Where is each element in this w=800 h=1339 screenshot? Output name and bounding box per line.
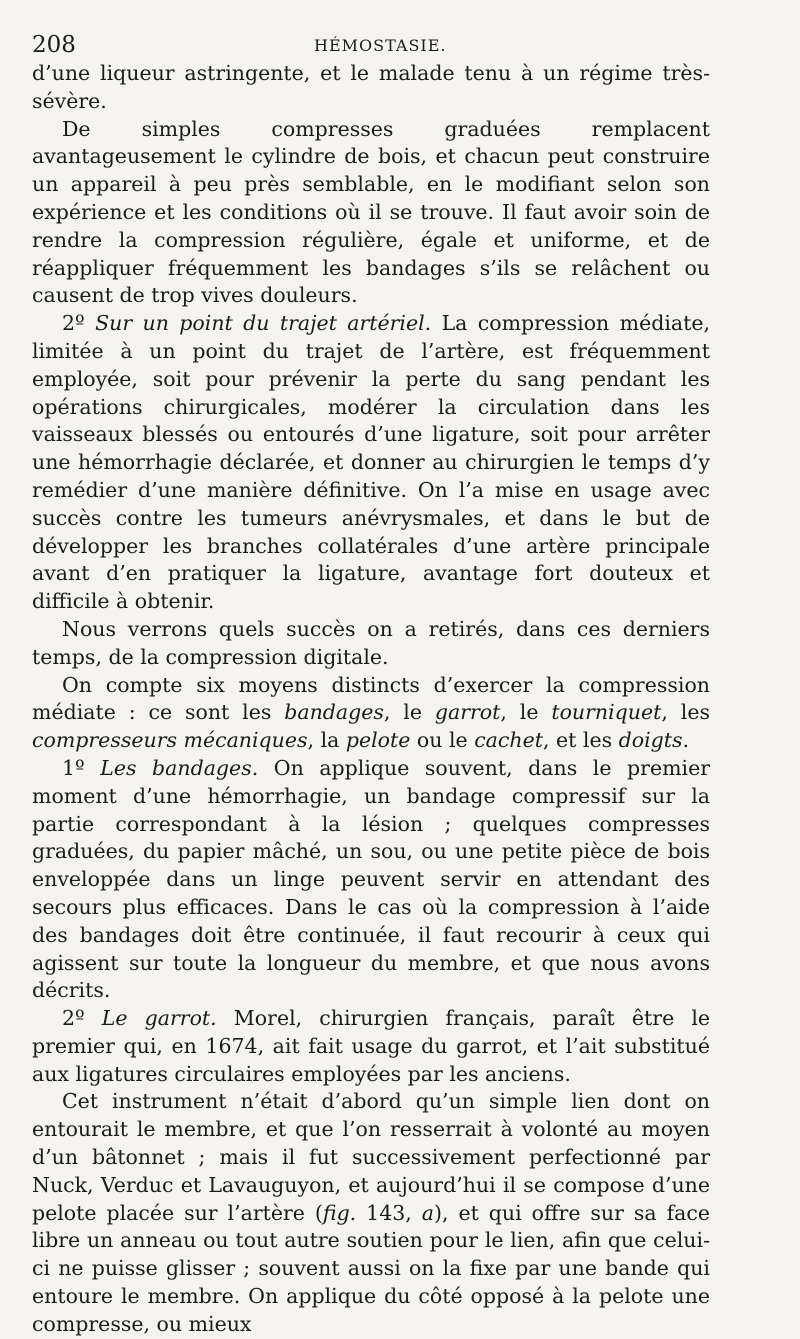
paragraph-6 [32,755,710,1005]
paragraph-text: La compression médiate, limitée à un point du trajet de l’artère, est fréquemment employée, soit pour prévenir la perte du sang pendant les opérations chirurgicales, modérer la circulation dans les vaisseaux blessés ou entourés d’une ligature, soit pour arrêter une hémorrhagie déclarée, et donner au chirurgien le temps d’y remédier d’une manière définitive. On l’a mise en usage avec succès contre les tumeurs anévrysmales, et dans le but de développer les branches collatérales d’une artère principale avant d’en pratiquer la ligature, avantage fort douteux et difficile à obtenir. [32,311,710,614]
paragraph-7 [32,1005,710,1088]
paragraph-5 [32,672,710,755]
section-number: 1º [62,755,101,780]
section-heading: Les bandages. [100,755,259,780]
italic-term: compresseurs mécaniques [32,728,308,753]
figure-label: a [421,1200,434,1225]
figure-reference: fig. [322,1200,357,1225]
paragraph-2: De simples compresses graduées remplacent avantageusement le cylindre de bois, et chacun peut construire un appareil à peu près semblable, en le modifiant selon son expérience et les conditions où il se trouve. Il faut avoir soin de rendre la compression régulière, égale et uniforme, et de réappliquer fréquemment les bandages s’ils se relâchent ou causent de trop vives douleurs. [32,116,710,308]
section-heading: Sur un point du trajet artériel. [95,311,432,336]
page-number: 208 [32,32,76,58]
italic-term: tourniquet [551,700,662,725]
text-span: . [682,728,690,753]
italic-term: doigts [618,728,683,753]
body-text [32,60,710,1339]
italic-term: cachet [474,728,543,753]
text-span: ou le [410,728,475,753]
section-heading: Le garrot. [101,1006,217,1031]
paragraph-4: Nous verrons quels succès on a retirés, dans ces derniers temps, de la compression digitale. [32,616,710,669]
text-span: , le [500,700,552,725]
text-span: ), et qui offre sur sa face libre un anneau ou tout autre soutien pour le lien, afin que celui-ci ne puisse glisser ; souvent aussi on la fixe par une bande qui entoure le membre. On applique du côté opposé à la pelote une compresse, ou mieux [32,1200,710,1336]
paragraph-8 [32,1088,710,1338]
text-span: , et les [542,728,619,753]
italic-term: pelote [345,728,411,753]
section-number: 2º [62,1006,102,1031]
italic-term: bandages [284,700,384,725]
italic-term: garrot [434,700,501,725]
text-span: 143, [356,1200,422,1225]
paragraph-3 [32,310,710,616]
paragraph-text: Morel, chirurgien français, paraît être le premier qui, en 1674, ait fait usage du garrot, et l’ait substitué aux ligatures circulaires employées par les anciens. [32,1006,711,1086]
text-span: , les [661,700,710,725]
section-number: 2º [62,311,96,336]
page-header [32,26,710,60]
paragraph-text: On applique souvent, dans le premier moment d’une hémorrhagie, un bandage compressif sur la partie correspondant à la lésion ; quelques compresses graduées, du papier mâché, un sou, ou une petite pièce de bois enveloppée dans un linge peuvent servir en attendant des secours plus efficaces. Dans le cas où la compression à l’aide des bandages doit être continuée, il faut recourir à ceux qui agissent sur toute la longueur du membre, et que nous avons décrits. [32,755,711,1003]
running-title: HÉMOSTASIE. [314,36,447,55]
paragraph-1: d’une liqueur astringente, et le malade tenu à un régime très-sévère. [32,61,710,113]
text-span: , la [307,728,346,753]
text-span: Cet instrument n’était d’abord qu’un simple lien dont on entourait le membre, et que l’on resserrait à volonté au moyen d’un bâtonnet ; mais il fut successivement perfectionné par Nuck, Verduc et Lavauguyon, et aujourd’hui il se compose d’une pelote placée sur l’artère ( [32,1089,710,1225]
text-span: , le [383,700,435,725]
text-span: On compte six moyens distincts d’exercer la compression médiate : ce sont les [32,672,710,725]
